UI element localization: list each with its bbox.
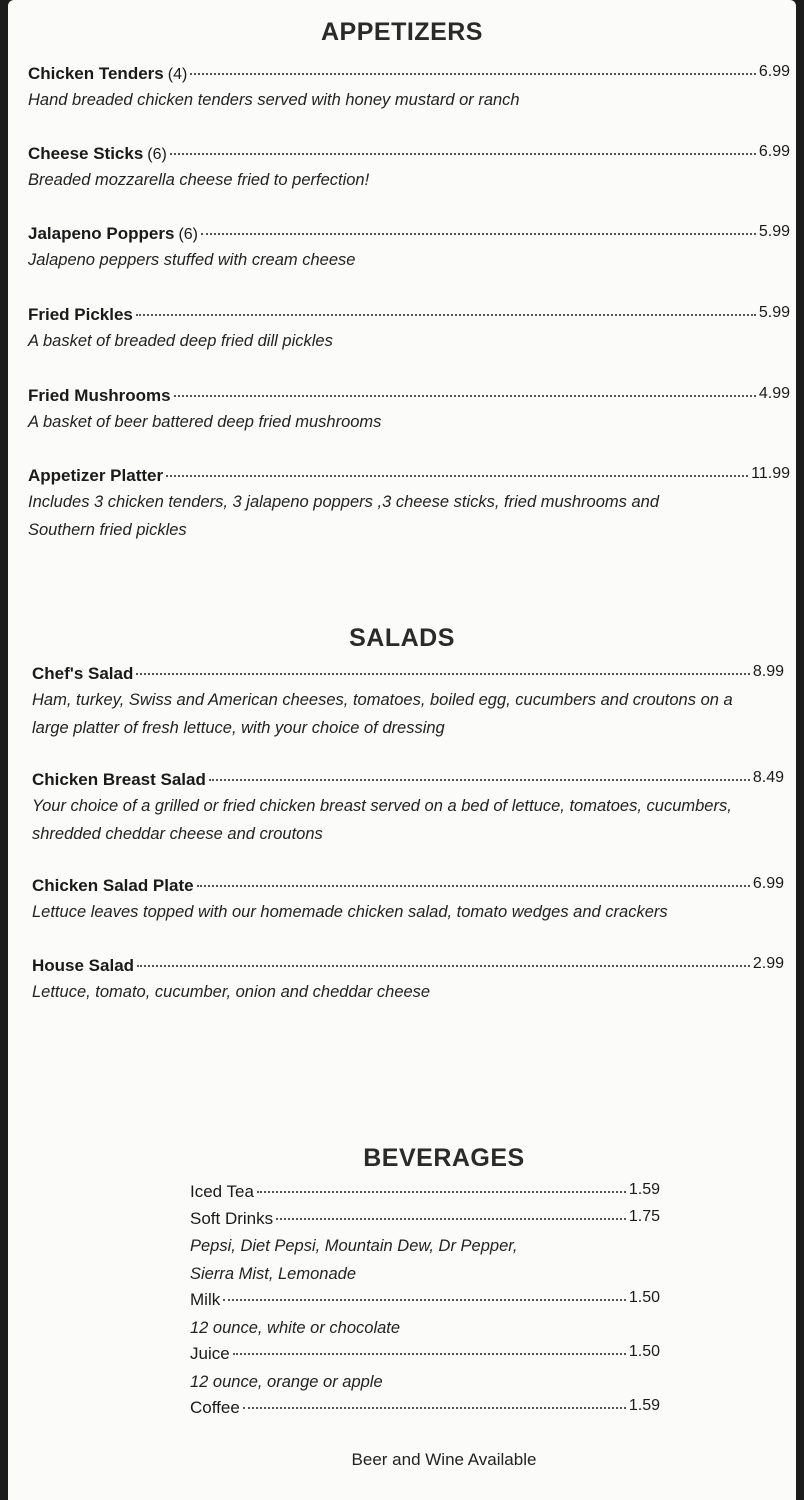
item-description: Lettuce leaves topped with our homemade chicken salad, tomato wedges and crackers: [32, 903, 668, 921]
beverage-iced-tea: [190, 1182, 660, 1202]
soft-drinks-description-2: Sierra Mist, Lemonade: [190, 1265, 356, 1283]
item-name: Coffee: [190, 1398, 240, 1417]
leader-dots: [233, 1353, 626, 1355]
menu-item-chefs-salad: [32, 664, 784, 742]
milk-description: 12 ounce, white or chocolate: [190, 1319, 401, 1337]
menu-item-fried-pickles: [28, 305, 790, 355]
menu-item-appetizer-platter: [28, 466, 790, 544]
item-description: Hand breaded chicken tenders served with honey mustard or ranch: [28, 91, 520, 109]
item-price: 1.50: [628, 1289, 660, 1306]
beverage-soft-drinks: [190, 1209, 660, 1229]
leader-dots: [257, 1191, 626, 1193]
item-qty: (6): [178, 226, 198, 243]
item-price: 4.99: [758, 385, 790, 402]
menu-item-fried-mushrooms: [28, 386, 790, 436]
item-name: Fried Mushrooms: [28, 386, 171, 405]
item-description: Breaded mozzarella cheese fried to perfection!: [28, 171, 370, 189]
item-description: A basket of beer battered deep fried mushrooms: [28, 413, 382, 431]
menu-item-cheese-sticks: [28, 144, 790, 194]
item-price: 2.99: [752, 955, 784, 972]
leader-dots: [137, 965, 750, 967]
item-qty: (4): [167, 66, 188, 83]
leader-dots: [223, 1299, 626, 1301]
menu-item-chicken-breast-salad: [32, 770, 784, 848]
item-description: Lettuce, tomato, cucumber, onion and cheddar cheese: [32, 983, 431, 1001]
item-price: 6.99: [758, 63, 790, 80]
soft-drinks-description-1: Pepsi, Diet Pepsi, Mountain Dew, Dr Pepper,: [190, 1237, 518, 1255]
item-name: Jalapeno Poppers: [28, 224, 175, 243]
leader-dots: [197, 885, 750, 887]
item-description: Jalapeno peppers stuffed with cream cheese: [28, 251, 356, 269]
item-name: Iced Tea: [190, 1182, 254, 1201]
leader-dots: [276, 1218, 626, 1220]
item-name: Fried Pickles: [28, 305, 133, 324]
item-name: Chicken Breast Salad: [32, 770, 206, 789]
item-name: Soft Drinks: [190, 1209, 274, 1228]
item-price: 6.99: [752, 875, 784, 892]
item-price: 1.59: [628, 1397, 660, 1414]
beverages-heading: BEVERAGES: [363, 1144, 525, 1172]
beverages-list: [190, 1176, 660, 1436]
menu-item-chicken-salad-plate: [32, 876, 784, 926]
item-name: Chicken Salad Plate: [32, 876, 194, 895]
beverage-milk: [190, 1290, 660, 1310]
item-price: 6.99: [758, 143, 790, 160]
item-price: 1.59: [628, 1181, 660, 1198]
leader-dots: [201, 233, 756, 235]
leader-dots: [209, 779, 750, 781]
leader-dots: [136, 673, 750, 675]
item-price: 5.99: [758, 304, 790, 321]
menu-item-house-salad: [32, 956, 784, 1006]
item-name: Chicken Tenders: [28, 64, 164, 83]
item-description: Ham, turkey, Swiss and American cheeses, tomatoes, boiled egg, cucumbers and croutons on a large platter of fresh lettuce, with your choice of dressing: [32, 691, 733, 737]
item-price: 5.99: [758, 223, 790, 240]
item-name: Cheese Sticks: [28, 144, 144, 163]
item-qty: (6): [147, 146, 167, 163]
menu-item-jalapeno-poppers: [28, 224, 790, 274]
leader-dots: [136, 314, 756, 316]
item-price: 1.75: [628, 1208, 660, 1225]
leader-dots: [190, 73, 756, 75]
leader-dots: [243, 1407, 626, 1409]
item-price: 8.49: [752, 769, 784, 786]
leader-dots: [170, 153, 756, 155]
appetizers-heading: APPETIZERS: [321, 18, 483, 46]
menu-item-chicken-tenders: [28, 64, 790, 114]
beer-wine-note: Beer and Wine Available: [351, 1450, 537, 1469]
item-name: Chef's Salad: [32, 664, 134, 683]
item-name: Appetizer Platter: [28, 466, 164, 485]
item-description: Your choice of a grilled or fried chicken breast served on a bed of lettuce, tomatoes, cucumbers, shredded cheddar cheese and croutons: [32, 797, 732, 843]
leader-dots: [166, 475, 748, 477]
item-name: Juice: [190, 1344, 230, 1363]
item-name: Milk: [190, 1290, 221, 1309]
item-price: 8.99: [752, 663, 784, 680]
item-description: Includes 3 chicken tenders, 3 jalapeno poppers ,3 cheese sticks, fried mushrooms and Southern fried pickles: [28, 493, 660, 539]
item-price: 11.99: [751, 465, 790, 482]
item-name: House Salad: [32, 956, 135, 975]
leader-dots: [174, 395, 756, 397]
beverage-coffee: [190, 1398, 660, 1418]
beverage-juice: [190, 1344, 660, 1364]
item-price: 1.50: [628, 1343, 660, 1360]
item-description: A basket of breaded deep fried dill pickles: [28, 332, 333, 350]
juice-description: 12 ounce, orange or apple: [190, 1373, 383, 1391]
salads-heading: SALADS: [349, 624, 455, 652]
menu-page: [8, 0, 796, 1500]
